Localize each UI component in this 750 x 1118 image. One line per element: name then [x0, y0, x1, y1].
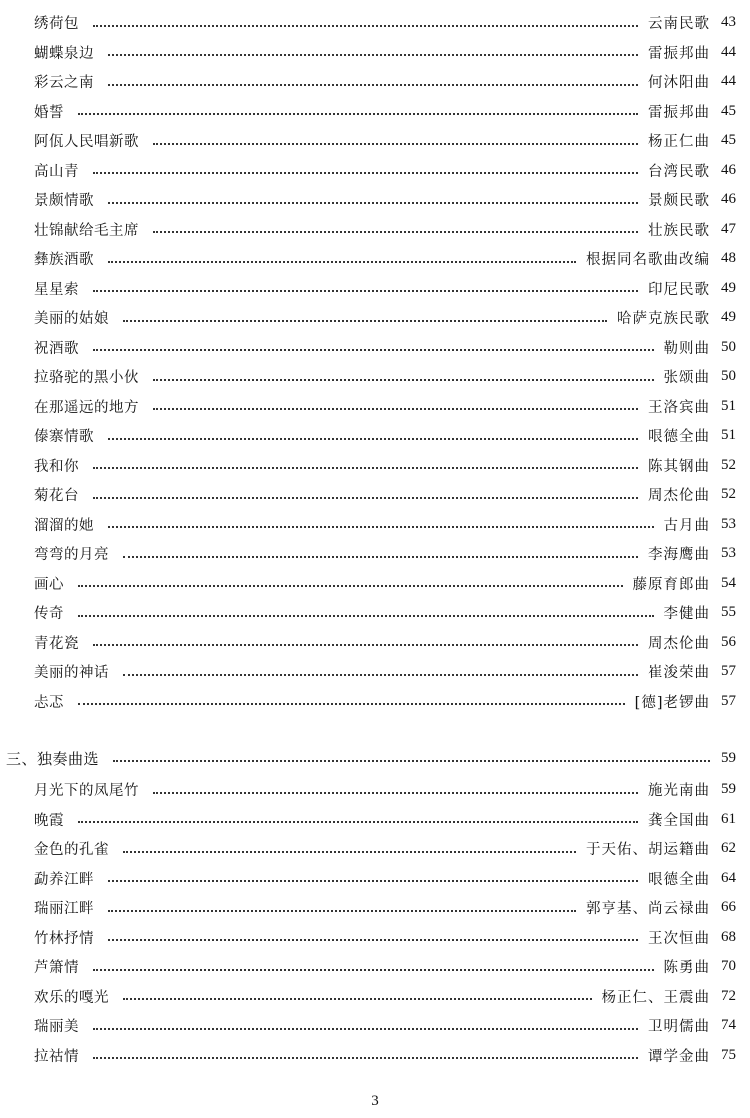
entry-title: 高山青	[34, 163, 79, 180]
entry-title: 祝酒歌	[34, 340, 79, 357]
entry-title: 美丽的姑娘	[34, 311, 109, 328]
entry-composer: 卫明儒曲	[648, 1019, 710, 1036]
entry-page: 53	[721, 545, 736, 562]
entry-composer: 雷振邦曲	[648, 104, 710, 121]
toc-list-part1	[34, 8, 736, 716]
entry-title: 婚誓	[34, 104, 64, 121]
entry-composer: 壮族民歌	[648, 222, 710, 239]
entry-page: 57	[721, 663, 736, 680]
entry-page: 46	[721, 161, 736, 178]
entry-title: 我和你	[34, 458, 79, 475]
entry-page: 59	[721, 781, 736, 798]
leader-dots	[108, 526, 654, 528]
leader-dots	[93, 497, 638, 499]
entry-title: 拉骆驼的黑小伙	[34, 370, 139, 387]
toc-list-part2	[6, 743, 736, 1070]
toc-entry[interactable]	[34, 156, 736, 186]
leader-dots	[153, 792, 638, 794]
leader-dots	[93, 349, 654, 351]
leader-dots	[108, 261, 576, 263]
toc-entry[interactable]	[34, 67, 736, 97]
entry-title: 在那遥远的地方	[34, 399, 139, 416]
entry-page: 49	[721, 309, 736, 326]
entry-composer: [德]老锣曲	[634, 694, 710, 711]
entry-title: 蝴蝶泉边	[34, 45, 94, 62]
toc-entry[interactable]	[34, 628, 736, 658]
entry-page: 54	[721, 574, 736, 591]
entry-composer: 勒则曲	[663, 340, 710, 357]
leader-dots	[123, 320, 607, 322]
entry-page: 72	[721, 987, 736, 1004]
entry-title: 拉祜情	[34, 1048, 79, 1065]
entry-page: 64	[721, 869, 736, 886]
entry-composer: 王洛宾曲	[648, 399, 710, 416]
entry-page: 68	[721, 928, 736, 945]
toc-entry[interactable]	[34, 805, 736, 835]
toc-entry[interactable]	[34, 864, 736, 894]
leader-dots	[108, 54, 638, 56]
leader-dots	[93, 172, 638, 174]
leader-dots	[153, 231, 638, 233]
toc-entry[interactable]	[34, 510, 736, 540]
entry-composer: 谭学金曲	[648, 1048, 710, 1065]
entry-title: 晚霞	[34, 812, 64, 829]
entry-page: 43	[721, 14, 736, 31]
entry-composer: 李健曲	[663, 606, 710, 623]
entry-title: 星星索	[34, 281, 79, 298]
entry-title: 弯弯的月亮	[34, 547, 109, 564]
leader-dots	[123, 556, 638, 558]
leader-dots	[123, 998, 592, 1000]
entry-composer: 于天佑、胡运籍曲	[586, 842, 710, 859]
entry-title: 菊花台	[34, 488, 79, 505]
toc-entry[interactable]	[34, 982, 736, 1012]
entry-title: 阿佤人民唱新歌	[34, 134, 139, 151]
toc-entry[interactable]	[34, 480, 736, 510]
leader-dots	[93, 25, 638, 27]
entry-composer: 哈萨克族民歌	[617, 311, 710, 328]
entry-composer: 李海鹰曲	[648, 547, 710, 564]
entry-composer: 王次恒曲	[648, 930, 710, 947]
entry-page: 47	[721, 220, 736, 237]
entry-page: 44	[721, 73, 736, 90]
entry-page: 75	[721, 1046, 736, 1063]
leader-dots	[108, 438, 638, 440]
entry-title: 月光下的凤尾竹	[34, 783, 139, 800]
toc-entry[interactable]	[34, 893, 736, 923]
entry-title: 傣寨情歌	[34, 429, 94, 446]
entry-page: 62	[721, 840, 736, 857]
leader-dots	[78, 821, 638, 823]
entry-composer: 郭亨基、尚云禄曲	[586, 901, 710, 918]
entry-title: 芦箫情	[34, 960, 79, 977]
leader-dots	[153, 379, 654, 381]
entry-title: 画心	[34, 576, 64, 593]
toc-entry[interactable]	[34, 274, 736, 304]
section-heading-row[interactable]	[6, 743, 736, 773]
toc-entry[interactable]	[34, 362, 736, 392]
entry-page: 52	[721, 456, 736, 473]
entry-title: 传奇	[34, 606, 64, 623]
toc-entry[interactable]	[34, 1041, 736, 1071]
toc-entry[interactable]	[34, 775, 736, 805]
entry-composer: 施光南曲	[648, 783, 710, 800]
toc-entry[interactable]	[34, 687, 736, 717]
leader-dots	[93, 290, 638, 292]
section-page: 59	[721, 749, 736, 766]
toc-entry[interactable]	[34, 38, 736, 68]
toc-entry[interactable]	[34, 97, 736, 127]
entry-composer: 台湾民歌	[648, 163, 710, 180]
toc-entry[interactable]	[34, 923, 736, 953]
leader-dots	[113, 760, 710, 762]
entry-page: 52	[721, 486, 736, 503]
entry-composer: 藤原育郎曲	[632, 576, 710, 593]
leader-dots	[123, 674, 638, 676]
entry-title: 彝族酒歌	[34, 252, 94, 269]
page-number: 3	[371, 1093, 379, 1109]
toc-entry[interactable]	[34, 569, 736, 599]
entry-page: 57	[721, 692, 736, 709]
leader-dots	[153, 408, 638, 410]
toc-entry[interactable]	[34, 392, 736, 422]
leader-dots	[108, 202, 638, 204]
entry-composer: 印尼民歌	[648, 281, 710, 298]
entry-composer: 周杰伦曲	[648, 488, 710, 505]
entry-page: 70	[721, 958, 736, 975]
toc-entry[interactable]	[34, 1011, 736, 1041]
entry-title: 溜溜的她	[34, 517, 94, 534]
entry-title: 美丽的神话	[34, 665, 109, 682]
toc-entry[interactable]	[34, 244, 736, 274]
entry-title: 忐忑	[34, 694, 64, 711]
entry-page: 44	[721, 43, 736, 60]
entry-page: 45	[721, 102, 736, 119]
entry-page: 45	[721, 132, 736, 149]
toc-entry[interactable]	[34, 215, 736, 245]
leader-dots	[108, 910, 576, 912]
entry-page: 55	[721, 604, 736, 621]
entry-page: 74	[721, 1017, 736, 1034]
section-title: 三、独奏曲选	[6, 749, 100, 768]
toc-entry[interactable]	[34, 451, 736, 481]
toc-entry[interactable]	[34, 598, 736, 628]
entry-page: 56	[721, 633, 736, 650]
leader-dots	[93, 1028, 638, 1030]
toc-entry[interactable]	[34, 185, 736, 215]
entry-title: 壮锦献给毛主席	[34, 222, 139, 239]
toc-entry[interactable]	[34, 421, 736, 451]
leader-dots	[78, 615, 654, 617]
toc-entry[interactable]	[34, 8, 736, 38]
entry-title: 瑞丽江畔	[34, 901, 94, 918]
entry-page: 51	[721, 427, 736, 444]
entry-page: 50	[721, 368, 736, 385]
leader-dots	[78, 113, 638, 115]
entry-composer: 古月曲	[663, 517, 710, 534]
entry-composer: 哏德全曲	[648, 871, 710, 888]
entry-composer: 陈其钢曲	[648, 458, 710, 475]
entry-composer: 张颂曲	[663, 370, 710, 387]
leader-dots	[93, 1057, 638, 1059]
leader-dots	[78, 703, 625, 705]
toc-entry[interactable]	[34, 834, 736, 864]
leader-dots	[93, 467, 638, 469]
leader-dots	[108, 880, 638, 882]
entry-composer: 周杰伦曲	[648, 635, 710, 652]
entry-page: 49	[721, 279, 736, 296]
entry-composer: 何沐阳曲	[648, 75, 710, 92]
entry-page: 48	[721, 250, 736, 267]
toc-entry[interactable]	[34, 539, 736, 569]
entry-composer: 根据同名歌曲改编	[586, 252, 710, 269]
entry-page: 51	[721, 397, 736, 414]
entry-title: 景颇情歌	[34, 193, 94, 210]
entry-composer: 杨正仁、王震曲	[601, 989, 710, 1006]
entry-composer: 陈勇曲	[663, 960, 710, 977]
entry-composer: 雷振邦曲	[648, 45, 710, 62]
toc-entry[interactable]	[34, 126, 736, 156]
entry-page: 66	[721, 899, 736, 916]
entry-title: 金色的孔雀	[34, 842, 109, 859]
toc-entry[interactable]	[34, 333, 736, 363]
leader-dots	[78, 585, 623, 587]
toc-entry[interactable]	[34, 303, 736, 333]
entry-page: 46	[721, 191, 736, 208]
leader-dots	[93, 969, 654, 971]
entry-title: 竹林抒情	[34, 930, 94, 947]
entry-composer: 云南民歌	[648, 16, 710, 33]
entry-title: 彩云之南	[34, 75, 94, 92]
entry-page: 53	[721, 515, 736, 532]
entry-composer: 崔浚荣曲	[648, 665, 710, 682]
entry-composer: 哏德全曲	[648, 429, 710, 446]
entry-title: 青花瓷	[34, 635, 79, 652]
leader-dots	[93, 644, 638, 646]
entry-page: 61	[721, 810, 736, 827]
entry-title: 勐养江畔	[34, 871, 94, 888]
entry-composer: 景颇民歌	[648, 193, 710, 210]
entry-title: 绣荷包	[34, 16, 79, 33]
leader-dots	[108, 939, 638, 941]
entry-page: 50	[721, 338, 736, 355]
leader-dots	[153, 143, 638, 145]
entry-title: 欢乐的嘎光	[34, 989, 109, 1006]
leader-dots	[108, 84, 638, 86]
entry-composer: 龚全国曲	[648, 812, 710, 829]
toc-entry[interactable]	[34, 952, 736, 982]
entry-composer: 杨正仁曲	[648, 134, 710, 151]
entry-title: 瑞丽美	[34, 1019, 79, 1036]
leader-dots	[123, 851, 576, 853]
toc-entry[interactable]	[34, 657, 736, 687]
